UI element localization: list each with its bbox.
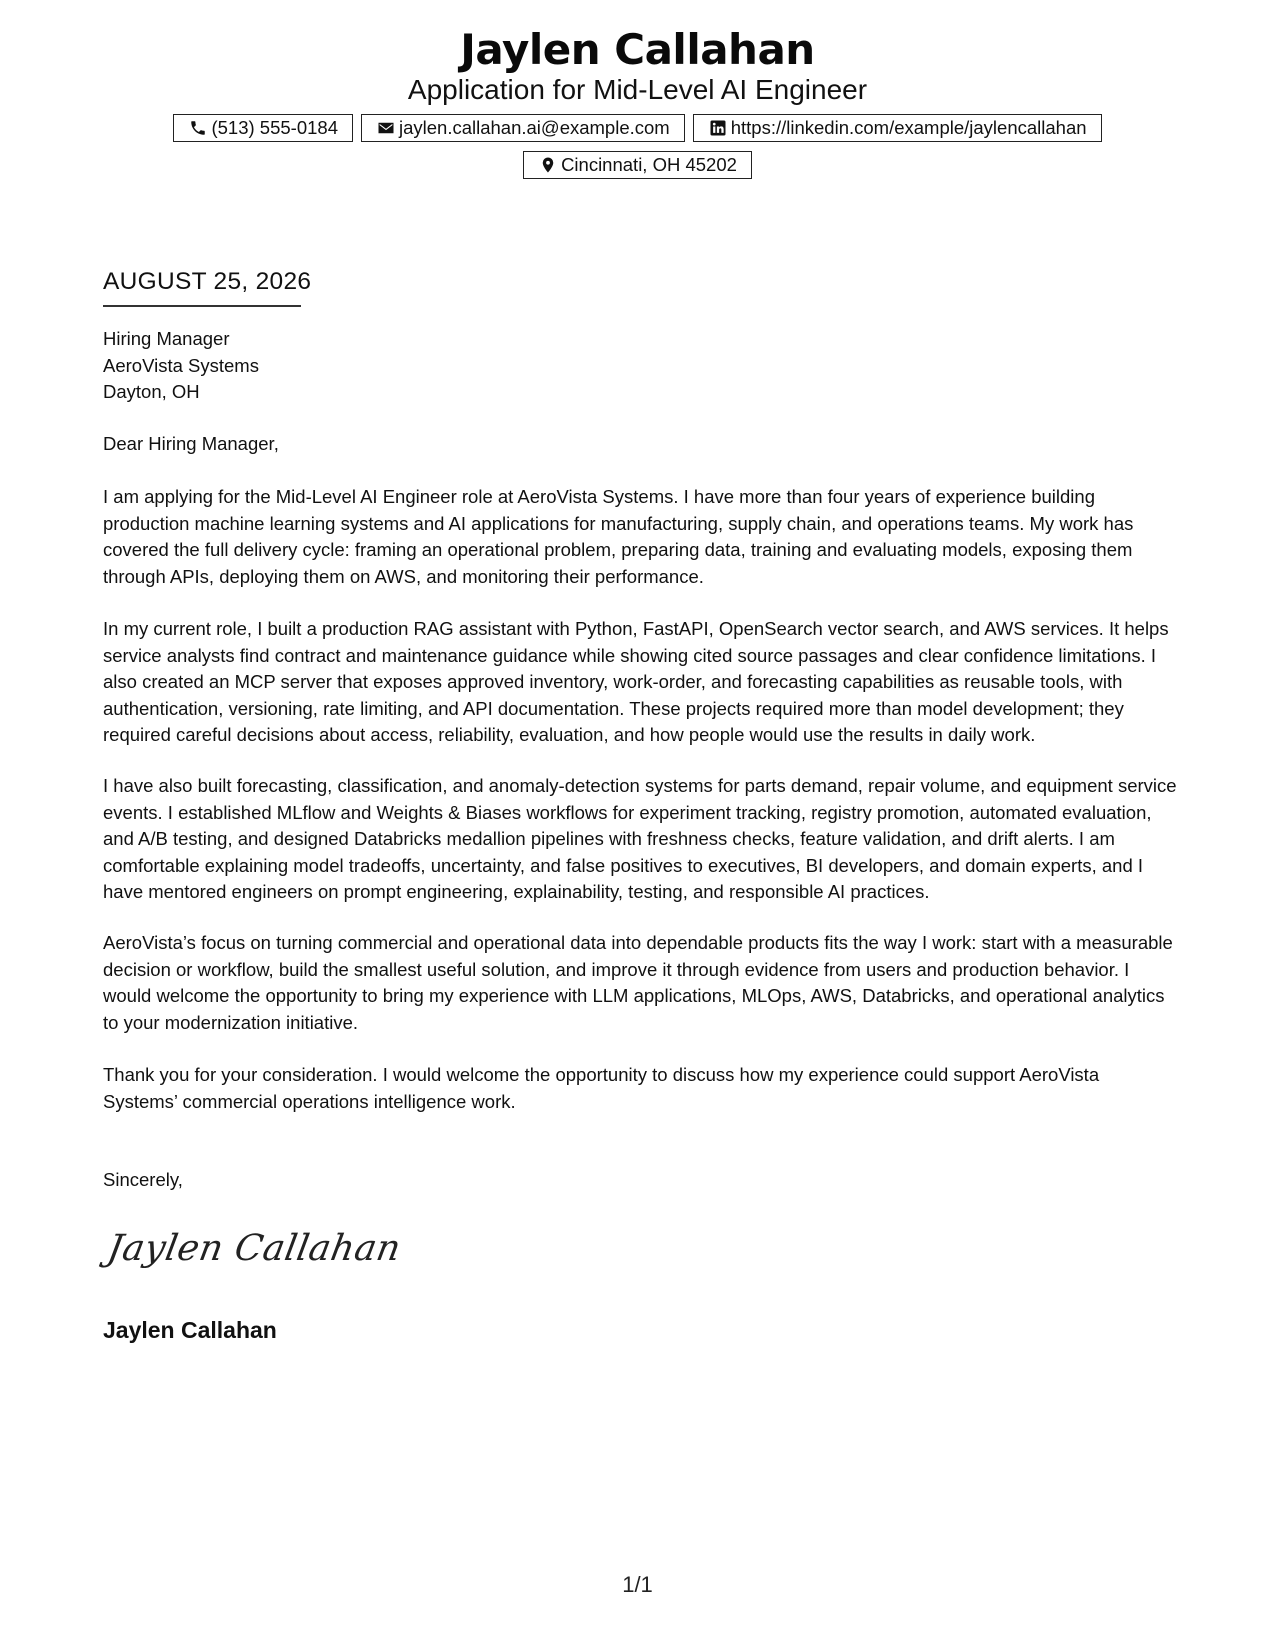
- date-underline: [103, 305, 301, 307]
- map-marker-icon: [538, 155, 558, 175]
- linkedin-text: https://linkedin.com/example/jaylencallahan: [730, 117, 1087, 138]
- paragraph-text: In my current role, I built a production RAG assistant with Python, FastAPI, OpenSearch vector search, and AWS services. It helps service analysts find contract and maintenance guidance while showing cited source passages and clear confidence limitations. I also created an MCP server that exposes approved inventory, work-order, and forecasting capabilities as reusable tools, with authentication, versioning, rate limiting, and API documentation. These projects required more than model development; they required careful decisions about access, reliability, evaluation, and how people would use the results in daily work.: [103, 618, 1169, 745]
- paragraph: [103, 930, 1178, 1036]
- contact-row-2: [0, 151, 1275, 179]
- page-number: 1/1: [622, 1572, 653, 1597]
- location-text: Cincinnati, OH 45202: [561, 154, 737, 175]
- email-text: jaylen.callahan.ai@example.com: [398, 117, 670, 138]
- envelope-icon: [376, 118, 396, 138]
- letter-date: AUGUST 25, 2026: [103, 268, 312, 295]
- applicant-name: Jaylen Callahan: [460, 25, 815, 74]
- salutation: [103, 431, 1178, 458]
- paragraph-text: AeroVista’s focus on turning commercial and operational data into dependable products fits the way I work: start with a measurable decision or workflow, build the smallest useful solution, and improve it through evidence from users and production behavior. I would welcome the opportunity to bring my experience with LLM applications, MLOps, AWS, Databricks, and operational analytics to your modernization initiative.: [103, 932, 1173, 1033]
- phone-icon: [188, 118, 208, 138]
- paragraph-text: Thank you for your consideration. I would welcome the opportunity to discuss how my experience could support AeroVista Systems’ commercial operations intelligence work.: [103, 1064, 1100, 1112]
- recipient-line: Dayton, OH: [103, 381, 200, 402]
- contact-row: [0, 114, 1275, 142]
- signature-name: Jaylen Callahan: [103, 1317, 277, 1343]
- application-subtitle: Application for Mid-Level AI Engineer: [407, 74, 868, 105]
- handwritten-signature: Jaylen Callahan: [104, 1228, 405, 1269]
- recipient-block: [103, 326, 259, 406]
- location-chip: [523, 151, 752, 179]
- recipient-line: AeroVista Systems: [103, 354, 259, 376]
- paragraph: [103, 616, 1178, 749]
- paragraph: [103, 1062, 1178, 1115]
- linkedin-chip[interactable]: [693, 114, 1102, 142]
- paragraph: [103, 773, 1178, 906]
- salutation-text: Dear Hiring Manager,: [103, 433, 279, 454]
- closing-text: Sincerely,: [103, 1169, 183, 1190]
- paragraph: [103, 484, 1178, 590]
- phone-chip[interactable]: [173, 114, 353, 142]
- closing: [103, 1167, 1178, 1194]
- paragraph-text: I have also built forecasting, classification, and anomaly-detection systems for parts demand, repair volume, and equipment service events. I established MLflow and Weights & Biases workflows for experiment tracking, registry promotion, automated evaluation, and A/B testing, and designed Databricks medallion pipelines with freshness checks, feature validation, and drift alerts. I am comfortable explaining model tradeoffs, uncertainty, and false positives to executives, BI developers, and domain experts, and I have mentored engineers on prompt engineering, explainability, testing, and responsible AI practices.: [103, 775, 1177, 902]
- paragraph-text: I am applying for the Mid-Level AI Engineer role at AeroVista Systems. I have more than four years of experience building production machine learning systems and AI applications for manufacturing, supply chain, and operations teams. My work has covered the full delivery cycle: framing an operational problem, preparing data, training and evaluating models, exposing them through APIs, deploying them on AWS, and monitoring their performance.: [103, 486, 1134, 587]
- recipient-line: Hiring Manager: [103, 328, 230, 349]
- phone-text: (513) 555-0184: [211, 117, 338, 138]
- email-chip[interactable]: [361, 114, 685, 142]
- linkedin-icon: [708, 118, 728, 138]
